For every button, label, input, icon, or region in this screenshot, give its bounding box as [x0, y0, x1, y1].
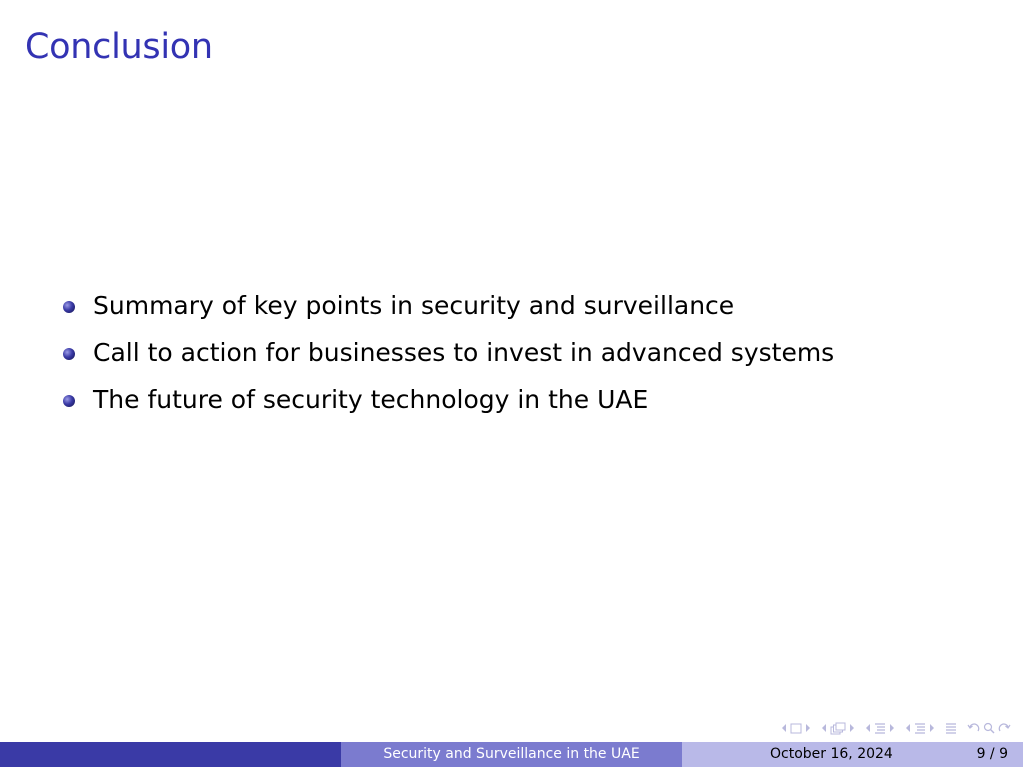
bullet-text: Summary of key points in security and surveillance: [93, 291, 735, 320]
bullet-text: The future of security technology in the UAE: [93, 385, 649, 414]
footer-bar: [0, 742, 1023, 767]
bullet-item: [63, 382, 834, 429]
footer-page-number: 9 / 9: [976, 746, 1008, 762]
bullet-ball-icon: [63, 348, 75, 360]
bullet-item: [63, 288, 834, 335]
toc-nav: [905, 722, 935, 734]
section-prev-icon[interactable]: [865, 723, 871, 733]
frame-nav: [781, 723, 811, 734]
subsection-next-icon[interactable]: [849, 723, 855, 733]
section-nav: [865, 722, 895, 734]
section-next-icon[interactable]: [889, 723, 895, 733]
toc-icon[interactable]: [914, 722, 926, 734]
toc-next-icon[interactable]: [929, 723, 935, 733]
history-nav: [967, 722, 1011, 734]
back-icon[interactable]: [967, 722, 980, 734]
bullet-ball-icon: [63, 301, 75, 313]
bullet-item: [63, 335, 834, 382]
subsection-icon[interactable]: [830, 722, 846, 735]
bullet-list: [63, 288, 834, 429]
toc-prev-icon[interactable]: [905, 723, 911, 733]
footer-author: [0, 742, 341, 767]
footer-presentation-title: Security and Surveillance in the UAE: [341, 742, 682, 767]
slide-title: Conclusion: [25, 27, 213, 67]
search-icon[interactable]: [983, 722, 995, 734]
footer-date-box: [682, 742, 1023, 767]
frame-icon[interactable]: [790, 723, 802, 734]
frame-next-icon[interactable]: [805, 723, 811, 733]
subsection-prev-icon[interactable]: [821, 723, 827, 733]
section-icon[interactable]: [874, 722, 886, 734]
subsection-nav: [821, 722, 855, 735]
align-nav: [945, 722, 957, 734]
navigation-symbols: [781, 719, 1017, 737]
forward-icon[interactable]: [998, 722, 1011, 734]
frame-prev-icon[interactable]: [781, 723, 787, 733]
bullet-ball-icon: [63, 395, 75, 407]
footer-date: October 16, 2024: [770, 746, 893, 762]
bullet-text: Call to action for businesses to invest in advanced systems: [93, 338, 835, 367]
align-icon[interactable]: [945, 722, 957, 734]
